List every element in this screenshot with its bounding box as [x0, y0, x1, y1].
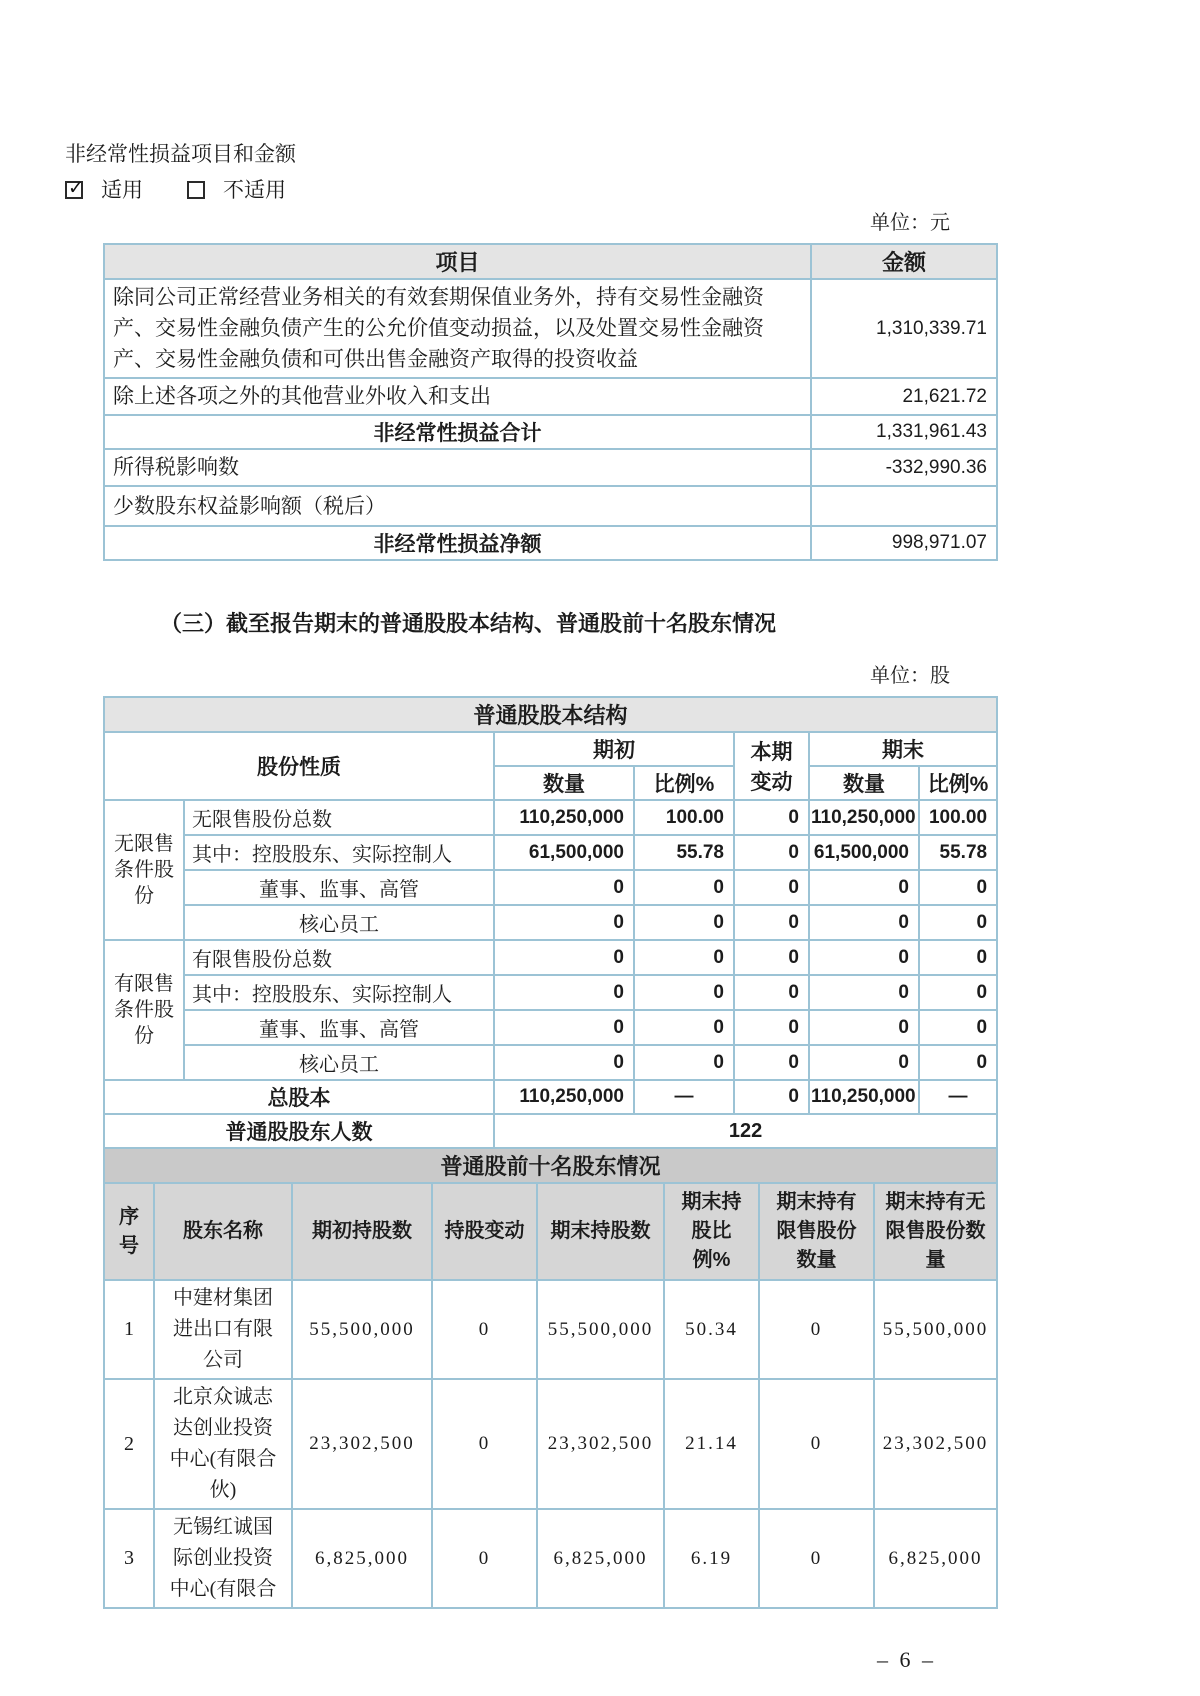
cell-value: 0	[734, 975, 809, 1010]
cell-value: 0	[734, 905, 809, 940]
applicability-row	[65, 178, 1200, 202]
cell-value: 6,825,000	[537, 1509, 664, 1608]
cell-value: 0	[809, 940, 919, 975]
row-label: 无限售股份总数	[184, 800, 494, 835]
cell-value: 21.14	[664, 1379, 759, 1509]
nonrecurring-items-table	[103, 243, 998, 561]
row-label: 核心员工	[184, 905, 494, 940]
cell-value: 110,250,000	[494, 1080, 634, 1114]
table-row	[104, 835, 997, 870]
row-value: -332,990.36	[811, 449, 997, 486]
cell-value: 0	[734, 1045, 809, 1080]
col-header-change: 本期变动	[734, 732, 809, 800]
cell-value: 0	[919, 1045, 997, 1080]
cell-shareholder-name: 无锡红诚国际创业投资中心(有限合	[154, 1509, 292, 1608]
shareholder-row	[104, 1379, 997, 1509]
col-header-item: 项目	[104, 244, 811, 279]
row-label: 其中：控股股东、实际控制人	[184, 835, 494, 870]
cell-value: 55.78	[919, 835, 997, 870]
col-header-begin-shares: 期初持股数	[292, 1183, 432, 1280]
col-header-quantity: 数量	[809, 766, 919, 800]
cell-index: 2	[104, 1379, 154, 1509]
table-row	[104, 1045, 997, 1080]
cell-value: 61,500,000	[809, 835, 919, 870]
cell-index: 3	[104, 1509, 154, 1608]
cell-value: 61,500,000	[494, 835, 634, 870]
table-band-title-row	[104, 1148, 997, 1183]
nonrecurring-title: 非经常性损益项目和金额	[65, 142, 296, 166]
cell-value: 6,825,000	[292, 1509, 432, 1608]
row-label: 董事、监事、高管	[184, 870, 494, 905]
cell-index: 1	[104, 1280, 154, 1379]
col-header-beginning: 期初	[494, 732, 734, 766]
col-header-shareholder: 股东名称	[154, 1183, 292, 1280]
cell-value: 23,302,500	[874, 1379, 997, 1509]
section-heading: （三）截至报告期末的普通股股本结构、普通股前十名股东情况	[160, 611, 777, 636]
cell-value: 55,500,000	[537, 1280, 664, 1379]
header-row-1	[104, 732, 997, 766]
cell-value: 23,302,500	[292, 1379, 432, 1509]
table-title: 普通股股本结构	[104, 697, 997, 732]
cell-value: 6.19	[664, 1509, 759, 1608]
cell-value: —	[919, 1080, 997, 1114]
checkbox-unchecked-icon	[187, 181, 205, 199]
group-label-unrestricted: 无限售条件股份	[104, 800, 184, 940]
cell-value: 0	[919, 1010, 997, 1045]
col-header-ending: 期末	[809, 732, 997, 766]
shareholder-row	[104, 1509, 997, 1608]
table-row	[104, 870, 997, 905]
cell-value: 0	[809, 975, 919, 1010]
cell-value: 0	[919, 975, 997, 1010]
cell-value: 0	[634, 940, 734, 975]
table-row	[104, 975, 997, 1010]
col-header-end-shares: 期末持股数	[537, 1183, 664, 1280]
shareholder-count-row	[104, 1114, 997, 1148]
cell-value: 0	[734, 835, 809, 870]
unit-share-label: 单位：股	[870, 665, 950, 687]
cell-value: 0	[634, 1045, 734, 1080]
shareholder-row	[104, 1280, 997, 1379]
row-value: 1,310,339.71	[811, 279, 997, 378]
cell-value: 0	[759, 1280, 874, 1379]
row-label: 核心员工	[184, 1045, 494, 1080]
cell-value: 0	[432, 1379, 537, 1509]
cell-value: 0	[919, 905, 997, 940]
table-row	[104, 905, 997, 940]
cell-value: 110,250,000	[809, 800, 919, 835]
table-row	[104, 800, 997, 835]
row-label: 除同公司正常经营业务相关的有效套期保值业务外，持有交易性金融资产、交易性金融负债产生的公允价值变动损益，以及处置交易性金融资产、交易性金融负债和可供出售金融资产取得的投资收益	[104, 279, 811, 378]
header-row	[104, 1183, 997, 1280]
cell-value: 0	[494, 1010, 634, 1045]
row-value: 1,331,961.43	[811, 415, 997, 449]
group-label-restricted: 有限售条件股份	[104, 940, 184, 1080]
row-label: 其中：控股股东、实际控制人	[184, 975, 494, 1010]
table-row	[104, 486, 997, 526]
cell-value: 0	[734, 800, 809, 835]
row-label: 总股本	[104, 1080, 494, 1114]
total-capital-row	[104, 1080, 997, 1114]
shareholder-count-value: 122	[494, 1114, 997, 1148]
row-label: 有限售股份总数	[184, 940, 494, 975]
unit-yuan-label: 单位：元	[870, 212, 950, 234]
cell-value: 0	[759, 1509, 874, 1608]
cell-value: 110,250,000	[494, 800, 634, 835]
cell-value: —	[634, 1080, 734, 1114]
cell-value: 55,500,000	[874, 1280, 997, 1379]
table-row-total	[104, 526, 997, 560]
row-label: 所得税影响数	[104, 449, 811, 486]
cell-value: 23,302,500	[537, 1379, 664, 1509]
cell-value: 100.00	[634, 800, 734, 835]
col-header-change: 持股变动	[432, 1183, 537, 1280]
cell-value: 55.78	[634, 835, 734, 870]
table-row	[104, 940, 997, 975]
cell-value: 0	[494, 905, 634, 940]
row-label: 非经常性损益净额	[104, 526, 811, 560]
cell-value: 0	[734, 940, 809, 975]
cell-shareholder-name: 中建材集团进出口有限公司	[154, 1280, 292, 1379]
cell-value: 0	[759, 1379, 874, 1509]
cell-value: 0	[494, 1045, 634, 1080]
col-header-amount: 金额	[811, 244, 997, 279]
cell-value: 0	[734, 1010, 809, 1045]
page-number: – 6 –	[877, 1647, 936, 1672]
cell-value: 0	[432, 1280, 537, 1379]
cell-value: 0	[432, 1509, 537, 1608]
cell-value: 0	[919, 940, 997, 975]
row-value: 21,621.72	[811, 378, 997, 415]
cell-value: 0	[809, 905, 919, 940]
cell-value: 0	[634, 870, 734, 905]
col-header-ratio: 比例%	[634, 766, 734, 800]
row-value: 998,971.07	[811, 526, 997, 560]
table-row	[104, 378, 997, 415]
table-row	[104, 1010, 997, 1045]
cell-value: 0	[809, 1010, 919, 1045]
top-shareholders-table	[103, 1147, 998, 1609]
table-row	[104, 279, 997, 378]
cell-value: 0	[734, 870, 809, 905]
row-label: 除上述各项之外的其他营业外收入和支出	[104, 378, 811, 415]
cell-value: 0	[734, 1080, 809, 1114]
col-header-quantity: 数量	[494, 766, 634, 800]
row-value	[811, 486, 997, 526]
checkbox-checked-icon	[65, 177, 84, 199]
row-label: 少数股东权益影响额（税后）	[104, 486, 811, 526]
table-row	[104, 449, 997, 486]
table-title-row	[104, 697, 997, 732]
col-header-end-ratio: 期末持股比例%	[664, 1183, 759, 1280]
col-header-index: 序号	[104, 1183, 154, 1280]
not-applicable-label: 不适用	[223, 178, 286, 202]
cell-value: 0	[919, 870, 997, 905]
applicable-label: 适用	[101, 178, 143, 202]
band-title: 普通股前十名股东情况	[104, 1148, 997, 1183]
cell-shareholder-name: 北京众诚志达创业投资中心(有限合伙)	[154, 1379, 292, 1509]
cell-value: 0	[494, 975, 634, 1010]
cell-value: 0	[494, 870, 634, 905]
cell-value: 55,500,000	[292, 1280, 432, 1379]
cell-value: 0	[809, 1045, 919, 1080]
cell-value: 0	[809, 870, 919, 905]
cell-value: 0	[634, 1010, 734, 1045]
col-header-end-restricted: 期末持有限售股份数量	[759, 1183, 874, 1280]
table-header-row	[104, 244, 997, 279]
cell-value: 100.00	[919, 800, 997, 835]
share-structure-table	[103, 696, 998, 1149]
table-row-subtotal	[104, 415, 997, 449]
check-mark-icon: ✓	[68, 177, 84, 199]
cell-value: 0	[634, 975, 734, 1010]
col-header-end-unrestricted: 期末持有无限售股份数量	[874, 1183, 997, 1280]
cell-value: 6,825,000	[874, 1509, 997, 1608]
cell-value: 50.34	[664, 1280, 759, 1379]
row-label: 普通股股东人数	[104, 1114, 494, 1148]
cell-value: 110,250,000	[809, 1080, 919, 1114]
row-label: 董事、监事、高管	[184, 1010, 494, 1045]
row-label: 非经常性损益合计	[104, 415, 811, 449]
cell-value: 0	[494, 940, 634, 975]
col-header-share-nature: 股份性质	[104, 732, 494, 800]
col-header-ratio: 比例%	[919, 766, 997, 800]
cell-value: 0	[634, 905, 734, 940]
